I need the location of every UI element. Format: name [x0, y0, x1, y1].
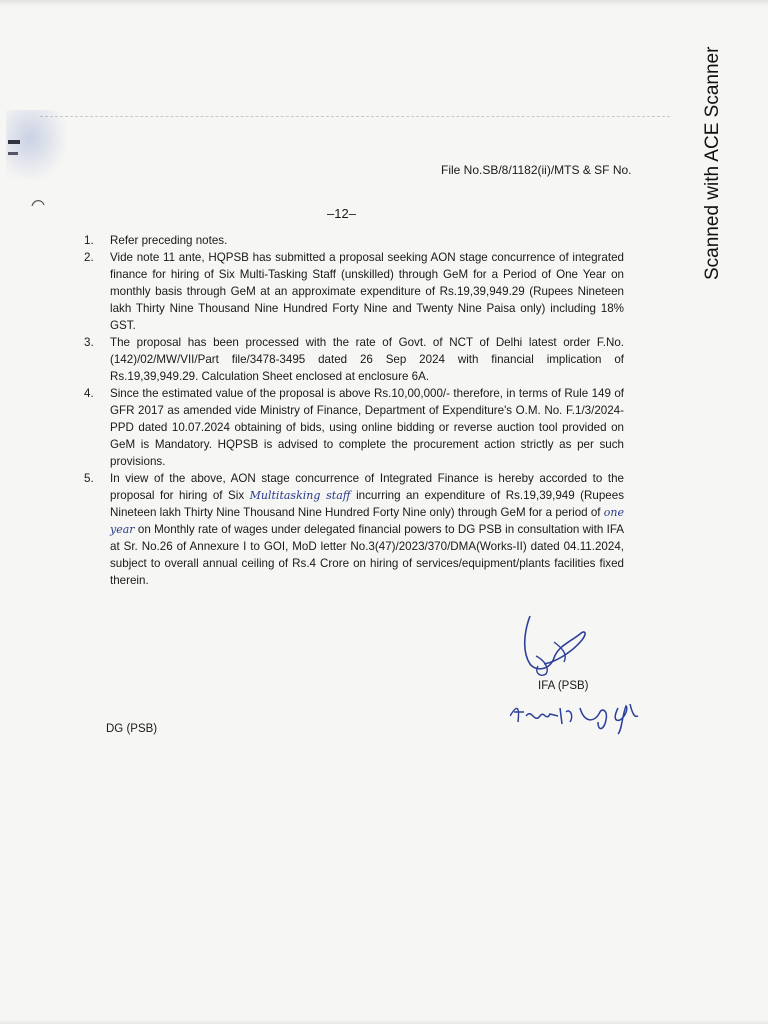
punch-hole-mark	[30, 196, 46, 212]
item-text: Refer preceding notes.	[110, 234, 228, 247]
scan-top-edge	[0, 0, 768, 6]
scan-smudge	[6, 110, 66, 180]
scan-mark	[8, 140, 20, 144]
handwritten-signature	[510, 612, 650, 742]
list-item	[84, 249, 624, 334]
list-item	[84, 334, 624, 385]
file-number: File No.SB/8/1182(ii)/MTS & SF No.	[441, 163, 632, 177]
scan-artifact-line	[40, 116, 670, 117]
page-number: –12–	[327, 206, 356, 221]
handwritten-insert: one year	[110, 506, 624, 536]
notes-list	[84, 232, 624, 589]
item-text: Vide note 11 ante, HQPSB has submitted a proposal seeking AON stage concurrence of integrated finance for hiring of Six Multi-Tasking Staff (unskilled) through GeM for a Period of One Year on monthly basis through GeM at an approximate expenditure of Rs.19,39,949.29 (Rupees Nineteen lakh Thirty Nine Thousand Nine Hundred Forty Nine and Twenty Nine Paisa only) including 18% GST.	[110, 251, 624, 332]
item-number: 4.	[84, 387, 94, 400]
item-number: 1.	[84, 234, 94, 247]
handwritten-insert: Multitasking staff	[249, 489, 351, 502]
item-text-part: on Monthly rate of wages under delegated financial powers to DG PSB in consultation with IFA at Sr. No.26 of Annexure I to GOI, MoD letter No.3(47)/2023/370/DMA(Works-II) dated 04.11.2024, subject to overall annual ceiling of Rs.4 Crore on hiring of services/equipment/plants facilities fixed therein.	[110, 523, 624, 587]
item-text: Since the estimated value of the proposal is above Rs.10,00,000/- therefore, in terms of Rule 149 of GFR 2017 as amended vide Ministry of Finance, Department of Expenditure's O.M. No. F.1/3/2024-PPD dated 10.07.2024 obtaining of bids, using online bidding or reverse auction tool provided on GeM is Mandatory. HQPSB is advised to complete the procurement action strictly as per such provisions.	[110, 387, 624, 468]
item-number: 2.	[84, 251, 94, 264]
signatory-designation: IFA (PSB)	[538, 680, 589, 692]
list-item	[84, 470, 624, 589]
list-item	[84, 232, 624, 249]
item-text-part: incurring an expenditure of Rs.19,39,949 (Rupees Nineteen lakh Thirty Nine Thousand Nine Hundred Forty Nine only) through GeM for a period of	[110, 489, 624, 519]
scan-mark	[8, 152, 18, 155]
scanner-watermark: Scanned with ACE Scanner	[702, 46, 723, 280]
addressee: DG (PSB)	[106, 723, 158, 735]
item-number: 3.	[84, 336, 94, 349]
scan-bottom-edge	[0, 1020, 768, 1024]
item-number: 5.	[84, 472, 94, 485]
list-item	[84, 385, 624, 470]
item-text: The proposal has been processed with the rate of Govt. of NCT of Delhi latest order F.No. (142)/02/MW/VII/Part file/3478-3495 dated 26 Sep 2024 with financial implication of Rs.19,39,949.29. Calculation Sheet enclosed at enclosure 6A.	[110, 336, 624, 383]
item-text-part: In view of the above, AON stage concurrence of Integrated Finance is hereby accorded to the proposal for hiring of Six	[110, 472, 624, 502]
